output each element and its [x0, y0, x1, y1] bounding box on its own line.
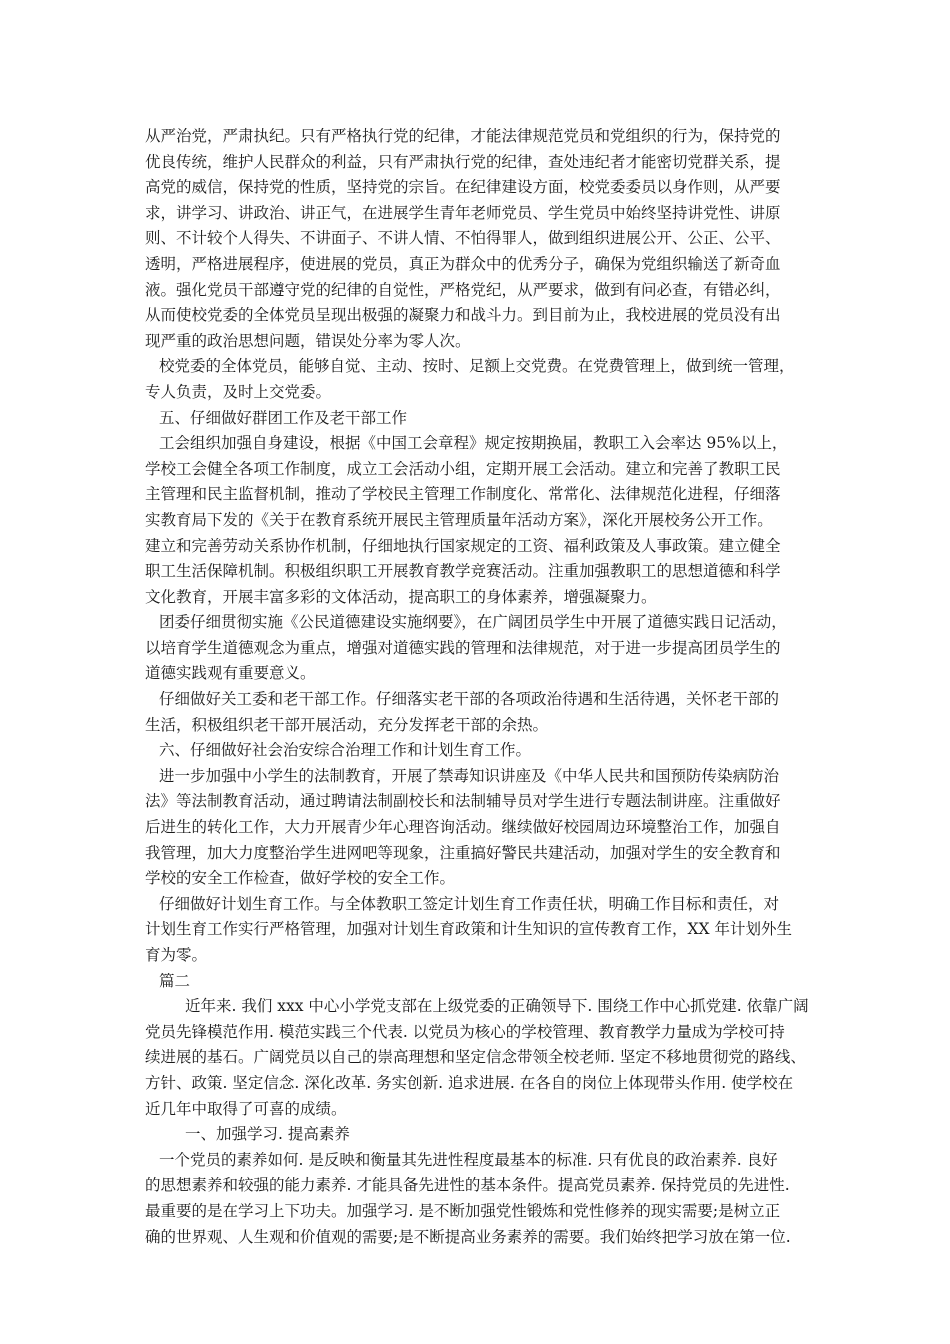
text-line: 近年来. 我们 xxx 中心小学党支部在上级党委的正确领导下. 围绕工作中心抓党建. 依靠广阔: [185, 997, 809, 1016]
text-line: 主管理和民主监督机制，推动了学校民主管理工作制度化、常常化、法律规范化进程，仔细落: [145, 485, 781, 504]
text-line: 仔细做好计划生育工作。与全体教职工签定计划生育工作责任状，明确工作目标和责任，对: [159, 894, 780, 913]
text-line: 专人负责，及时上交党委。: [145, 382, 332, 401]
text-line: 建立和完善劳动关系协作机制，仔细地执行国家规定的工资、福利政策及人事政策。建立健全: [145, 536, 781, 555]
text-line: 职工生活保障机制。积极组织职工开展教育教学竞赛活动。注重加强教职工的思想道德和科学: [145, 562, 781, 581]
text-line: 透明，严格进展程序，使进展的党员，真正为群众中的优秀分子，确保为党组织输送了新奇血: [145, 254, 781, 273]
text-line: 五、仔细做好群团工作及老干部工作: [159, 408, 408, 427]
text-line: 仔细做好关工委和老干部工作。仔细落实老干部的各项政治待遇和生活待遇，关怀老干部的: [159, 690, 780, 709]
document-body: [145, 124, 815, 1250]
text-line: 生活，积极组织老干部开展活动，充分发挥老干部的余热。: [145, 715, 549, 734]
text-line: 学校的安全工作检查，做好学校的安全工作。: [145, 869, 456, 888]
text-line: 六、仔细做好社会治安综合治理工作和计划生育工作。: [159, 741, 532, 760]
text-line: 以培育学生道德观念为重点，增强对道德实践的管理和法律规范，对于进一步提高团员学生的: [145, 638, 781, 657]
section-heading: [145, 1122, 815, 1148]
text-line: 道德实践观有重要意义。: [145, 664, 316, 683]
text-line: 育为零。: [145, 946, 208, 964]
section-heading: [145, 969, 815, 995]
text-line: 校党委的全体党员，能够自觉、主动、按时、足额上交党费。在党费管理上，做到统一管理，: [159, 357, 795, 376]
paragraph: [145, 1148, 815, 1250]
text-line: 实教育局下发的《关于在教育系统开展民主管理质量年活动方案》，深化开展校务公开工作。: [145, 510, 773, 529]
text-line: 团委仔细贯彻实施《公民道德建设实施纲要》，在广阔团员学生中开展了道德实践日记活动，: [159, 613, 787, 632]
text-line: 后进生的转化工作，大力开展青少年心理咨询活动。继续做好校园周边环境整治工作，加强自: [145, 818, 781, 837]
text-line: 液。强化党员干部遵守党的纪律的自觉性，严格党纪，从严要求，做到有问必查，有错必纠，: [145, 280, 781, 299]
text-line: 学校工会健全各项工作制度，成立工会活动小组，定期开展工会活动。建立和完善了教职工民: [145, 459, 781, 478]
paragraph: [145, 431, 815, 610]
text-line: 的思想素养和较强的能力素养. 才能具备先进性的基本条件。提高党员素养. 保持党员的先进性.: [145, 1176, 790, 1195]
text-line: 确的世界观、人生观和价值观的需要;是不断提高业务素养的需要。我们始终把学习放在第一位.: [145, 1227, 791, 1246]
text-line: 优良传统，维护人民群众的利益，只有严肃执行党的纪律，查处违纪者才能密切党群关系，提: [145, 152, 781, 171]
paragraph: [145, 610, 815, 687]
section-heading: [145, 738, 815, 764]
paragraph: [145, 687, 815, 738]
text-line: 从而使校党委的全体党员呈现出极强的凝聚力和战斗力。到目前为止，我校进展的党员没有出: [145, 306, 781, 325]
text-line: 进一步加强中小学生的法制教育，开展了禁毒知识讲座及《中华人民共和国预防传染病防治: [159, 766, 780, 785]
text-line: 近几年中取得了可喜的成绩。: [145, 1099, 347, 1118]
text-line: 文化教育，开展丰富多彩的文体活动，提高职工的身体素养，增强凝聚力。: [145, 587, 657, 606]
text-line: 一个党员的素养如何. 是反映和衡量其先进性程度最基本的标准. 只有优良的政治素养. 良好: [159, 1150, 778, 1169]
text-line: 计划生育工作实行严格管理，加强对计划生育政策和计生知识的宣传教育工作，XX 年计划外生: [145, 920, 792, 939]
text-line: 党员先锋模范作用. 模范实践三个代表. 以党员为核心的学校管理、教育教学力量成为学校可持: [145, 1022, 785, 1041]
paragraph: [145, 994, 815, 1122]
text-line: 现严重的政治思想问题，错误处分率为零人次。: [145, 331, 471, 350]
text-line: 求，讲学习、讲政治、讲正气，在进展学生青年老师党员、学生党员中始终坚持讲党性、讲原: [145, 203, 781, 222]
paragraph: [145, 124, 815, 354]
paragraph: [145, 892, 815, 969]
text-line: 一、加强学习. 提高素养: [185, 1125, 350, 1144]
paragraph-list: [145, 124, 815, 1250]
text-line: 续进展的基石。广阔党员以自己的崇高理想和坚定信念带领全校老师. 坚定不移地贯彻党的路线、: [145, 1048, 806, 1067]
text-line: 工会组织加强自身建设，根据《中国工会章程》规定按期换届，教职工入会率达 95%以上，: [159, 434, 788, 453]
paragraph: [145, 354, 815, 405]
paragraph: [145, 764, 815, 892]
section-heading: [145, 406, 815, 432]
text-line: 篇二: [159, 971, 191, 990]
text-line: 则、不计较个人得失、不讲面子、不讲人情、不怕得罪人，做到组织进展公开、公正、公平、: [145, 229, 781, 248]
text-line: 最重要的是在学习上下功夫。加强学习. 是不断加强党性锻炼和党性修养的现实需要;是树立正: [145, 1201, 781, 1220]
text-line: 从严治党，严肃执纪。只有严格执行党的纪律，才能法律规范党员和党组织的行为，保持党的: [145, 127, 781, 145]
text-line: 我管理，加大力度整治学生进网吧等现象，注重搞好警民共建活动，加强对学生的安全教育和: [145, 843, 781, 862]
text-line: 方针、政策. 坚定信念. 深化改革. 务实创新. 追求进展. 在各自的岗位上体现带头作用. 使学校在: [145, 1073, 794, 1092]
text-line: 高党的威信，保持党的性质，坚持党的宗旨。在纪律建设方面，校党委委员以身作则，从严要: [145, 178, 781, 197]
text-line: 法》等法制教育活动，通过聘请法制副校长和法制辅导员对学生进行专题法制讲座。注重做好: [145, 792, 781, 811]
